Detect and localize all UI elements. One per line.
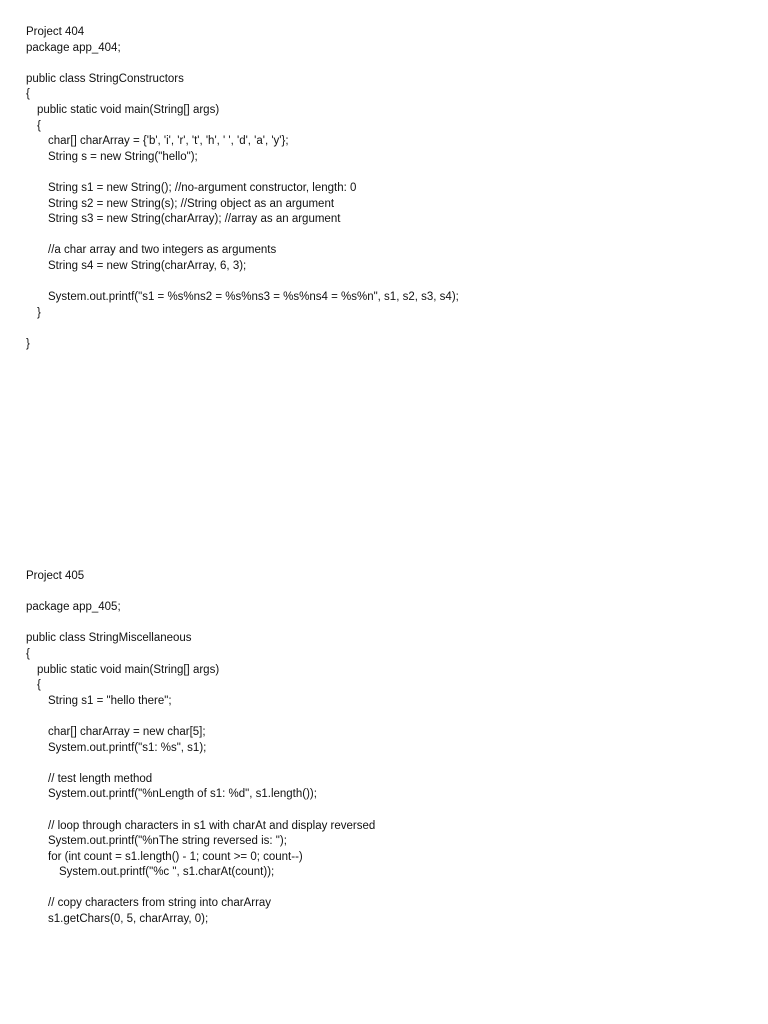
code-line-package: package app_404;: [26, 41, 121, 54]
code-line-printf-s1: System.out.printf("s1: %s", s1);: [48, 741, 207, 754]
code-line-s3: String s3 = new String(charArray); //array as an argument: [48, 213, 341, 226]
code-comment-s4: //a char array and two integers as arguments: [48, 244, 277, 257]
blank-line: [26, 228, 746, 244]
blank-line: [26, 616, 746, 632]
code-line-main-open: {: [37, 119, 41, 132]
code-line-class-decl: public class StringConstructors: [26, 72, 184, 85]
blank-line: [26, 756, 746, 772]
code-line-class-open: {: [26, 647, 30, 660]
code-line-package: package app_405;: [26, 601, 121, 614]
code-comment-copy: // copy characters from string into charArray: [48, 897, 272, 910]
project-405-heading: Project 405: [26, 570, 85, 582]
blank-line: [26, 56, 746, 72]
code-comment-length: // test length method: [48, 772, 153, 785]
project-405-section: [26, 569, 746, 928]
code-line-class-open: {: [26, 88, 30, 101]
code-line-class-decl: public class StringMiscellaneous: [26, 632, 192, 645]
code-line-s1: String s1 = "hello there";: [48, 694, 172, 707]
code-line-getchars: s1.getChars(0, 5, charArray, 0);: [48, 913, 209, 926]
project-404-heading: Project 404: [26, 26, 85, 38]
code-line-s4: String s4 = new String(charArray, 6, 3);: [48, 259, 247, 272]
project-404-section: [26, 25, 746, 352]
blank-line: [26, 165, 746, 181]
code-line-s: String s = new String("hello");: [48, 150, 198, 163]
code-line-s2: String s2 = new String(s); //String object as an argument: [48, 197, 335, 210]
code-line-printf: System.out.printf("s1 = %s%ns2 = %s%ns3 = %s%ns4 = %s%n", s1, s2, s3, s4);: [48, 291, 459, 304]
code-line-for: for (int count = s1.length() - 1; count >= 0; count--): [48, 850, 303, 863]
code-line-s1: String s1 = new String(); //no-argument constructor, length: 0: [48, 181, 357, 194]
blank-line: [26, 803, 746, 819]
code-line-chararray: char[] charArray = new char[5];: [48, 725, 206, 738]
code-line-printf-length: System.out.printf("%nLength of s1: %d", s1.length());: [48, 788, 317, 801]
code-comment-loop: // loop through characters in s1 with charAt and display reversed: [48, 819, 376, 832]
blank-line: [26, 585, 746, 601]
code-line-printf-charat: System.out.printf("%c ", s1.charAt(count));: [59, 866, 275, 879]
code-line-main-decl: public static void main(String[] args): [37, 103, 220, 116]
code-line-class-close: }: [26, 337, 30, 350]
code-line-main-decl: public static void main(String[] args): [37, 663, 220, 676]
code-line-printf-reversed: System.out.printf("%nThe string reversed is: ");: [48, 835, 287, 848]
code-line-main-open: {: [37, 679, 41, 692]
blank-line: [26, 321, 746, 337]
code-line-main-close: }: [37, 306, 41, 319]
blank-line: [26, 275, 746, 291]
blank-line: [26, 709, 746, 725]
code-line-chararray: char[] charArray = {'b', 'i', 'r', 't', 'h', ' ', 'd', 'a', 'y'};: [48, 135, 289, 148]
blank-line: [26, 881, 746, 897]
